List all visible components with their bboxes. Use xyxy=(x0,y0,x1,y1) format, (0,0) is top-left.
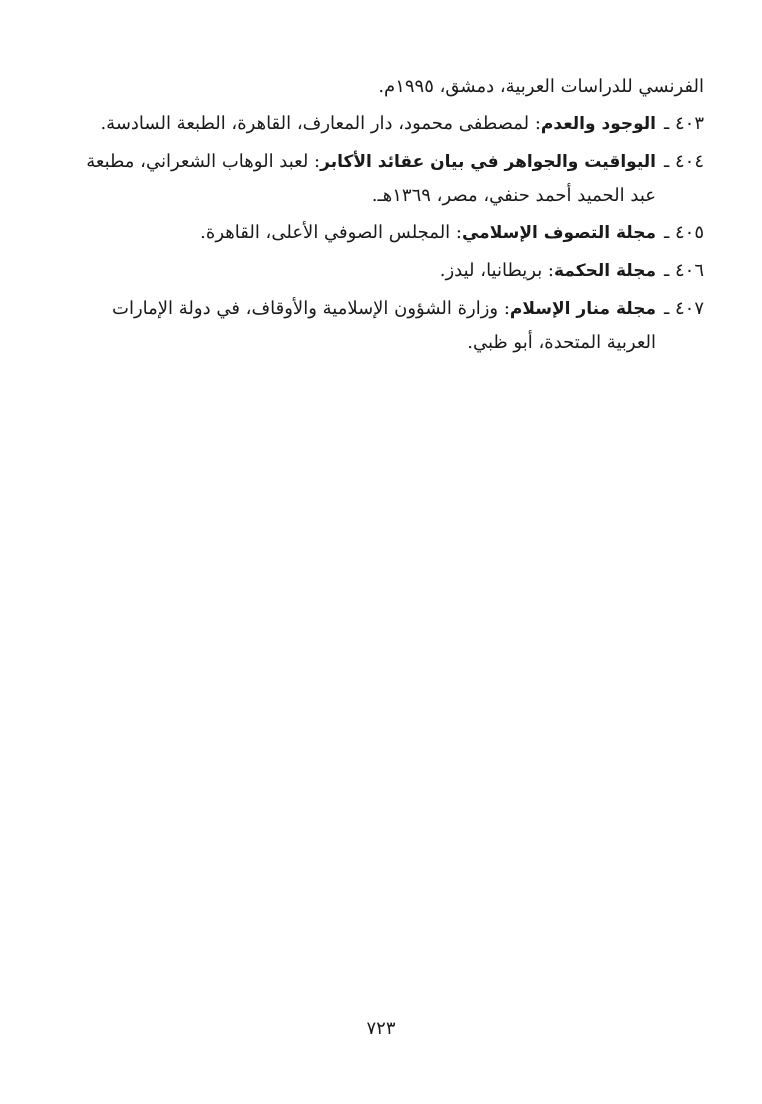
bibliography-entry-407 xyxy=(64,292,704,359)
bibliography-entry-405 xyxy=(64,216,704,250)
entry-number: ٤٠٤ ـ xyxy=(663,151,704,172)
entry-description: : المجلس الصوفي الأعلى، القاهرة. xyxy=(200,222,462,243)
entry-description: : وزارة الشؤون الإسلامية والأوقاف، في دولة الإمارات العربية المتحدة، أبو ظبي. xyxy=(112,298,656,353)
continuation-text: الفرنسي للدراسات العربية، دمشق، ١٩٩٥م. xyxy=(378,76,704,97)
entry-number: ٤٠٦ ـ xyxy=(663,260,704,281)
entry-description: : لمصطفى محمود، دار المعارف، القاهرة، الطبعة السادسة. xyxy=(100,113,541,134)
page-number: ٧٢٣ xyxy=(366,1018,396,1039)
entry-title: اليواقيت والجواهر في بيان عقائد الأكابر xyxy=(320,152,656,172)
entry-title: مجلة منار الإسلام xyxy=(509,299,656,319)
entry-number: ٤٠٧ ـ xyxy=(663,298,704,319)
entry-title: الوجود والعدم xyxy=(540,114,656,134)
entry-number: ٤٠٥ ـ xyxy=(663,222,704,243)
entry-title: مجلة الحكمة xyxy=(554,261,656,281)
bibliography-list xyxy=(64,70,704,359)
entry-description: : لعبد الوهاب الشعراني، مطبعة عبد الحميد أحمد حنفي، مصر، ١٣٦٩هـ. xyxy=(86,151,656,206)
bibliography-entry-403 xyxy=(64,107,704,141)
bibliography-entry-406 xyxy=(64,254,704,288)
entry-description: : بريطانيا، ليدز. xyxy=(439,260,554,281)
bibliography-entry-404 xyxy=(64,145,704,212)
entry-number: ٤٠٣ ـ xyxy=(663,113,704,134)
entry-title: مجلة التصوف الإسلامي xyxy=(461,223,656,243)
